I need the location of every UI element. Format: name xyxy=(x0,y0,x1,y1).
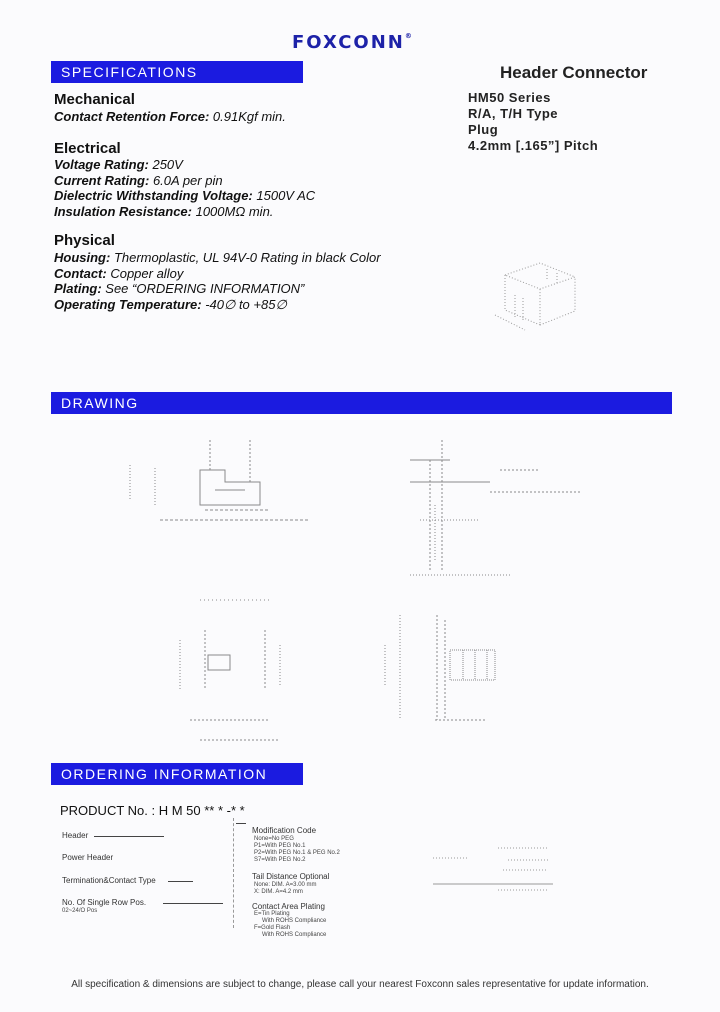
label-header: Header xyxy=(62,831,89,840)
series-info xyxy=(468,90,598,154)
plating-title: Contact Area Plating xyxy=(252,902,325,911)
spec-row: Contact: Copper alloy xyxy=(54,265,184,281)
spec-row: Plating: See “ORDERING INFORMATION” xyxy=(54,281,305,296)
series-line: Plug xyxy=(468,122,499,137)
physical-specs xyxy=(54,250,381,312)
label-positions: No. Of Single Row Pos. xyxy=(62,898,147,907)
modification-list: None=No PEG P1=With PEG No.1 P2=With PEG No.1 & PEG No.2 S7=With PEG No.2 xyxy=(254,836,340,863)
leader-line xyxy=(168,881,193,882)
foxconn-logo: FOXCONN® xyxy=(292,32,412,53)
spec-row: Housing: Thermoplastic, UL 94V-0 Rating in black Color xyxy=(54,250,381,265)
leader-line xyxy=(163,903,223,904)
ordering-banner: ORDERING INFORMATION xyxy=(51,763,303,785)
drawing-side-view xyxy=(390,420,590,585)
product-image xyxy=(485,255,585,345)
leader-line xyxy=(236,823,246,824)
footer-disclaimer: All specification & dimensions are subject to change, please call your nearest Foxconn sales representative for update information. xyxy=(71,979,649,990)
modification-title: Modification Code xyxy=(252,826,317,835)
drawing-front-view xyxy=(120,420,320,540)
ordering-table-sketch xyxy=(428,840,558,895)
spec-row: Operating Temperature: -40∅ to +85∅ xyxy=(54,296,287,312)
spec-row: Insulation Resistance: 1000MΩ min. xyxy=(54,203,274,219)
spec-row: Voltage Rating: 250V xyxy=(54,157,183,172)
specifications-banner: SPECIFICATIONS xyxy=(51,61,303,83)
leader-line xyxy=(94,836,164,837)
drawing-top-view xyxy=(170,590,300,760)
drawing-banner: DRAWING xyxy=(51,392,672,414)
mechanical-heading: Mechanical xyxy=(54,91,135,108)
electrical-heading: Electrical xyxy=(54,140,121,157)
mechanical-specs xyxy=(54,109,286,125)
physical-heading: Physical xyxy=(54,232,115,249)
spec-row: Contact Retention Force: 0.91Kgf min. xyxy=(54,109,286,124)
series-line: 4.2mm [.165”] Pitch xyxy=(468,138,599,153)
tail-list: None: DIM. A=3.00 mm X: DIM. A=4.2 mm xyxy=(254,882,317,895)
bracket-line xyxy=(233,818,234,928)
label-termination: Termination&Contact Type xyxy=(62,876,156,885)
drawing-pcb-layout xyxy=(375,595,515,745)
product-number: PRODUCT No. : H M 50 ** * -* * xyxy=(60,803,245,818)
spec-row: Dielectric Withstanding Voltage: 1500V AC xyxy=(54,188,316,203)
spec-row: Current Rating: 6.0A per pin xyxy=(54,172,223,188)
positions-range: 02~24/O Pos xyxy=(62,908,98,914)
tail-title: Tail Distance Optional xyxy=(252,872,330,881)
label-power-header: Power Header xyxy=(62,853,114,862)
electrical-specs xyxy=(54,157,315,219)
plating-list: E=Tin Plating With ROHS Compliance F=Gold Flash With ROHS Compliance xyxy=(254,911,327,938)
series-line: HM50 Series xyxy=(468,90,551,105)
series-line: R/A, T/H Type xyxy=(468,106,559,121)
page-title: Header Connector xyxy=(500,63,648,82)
